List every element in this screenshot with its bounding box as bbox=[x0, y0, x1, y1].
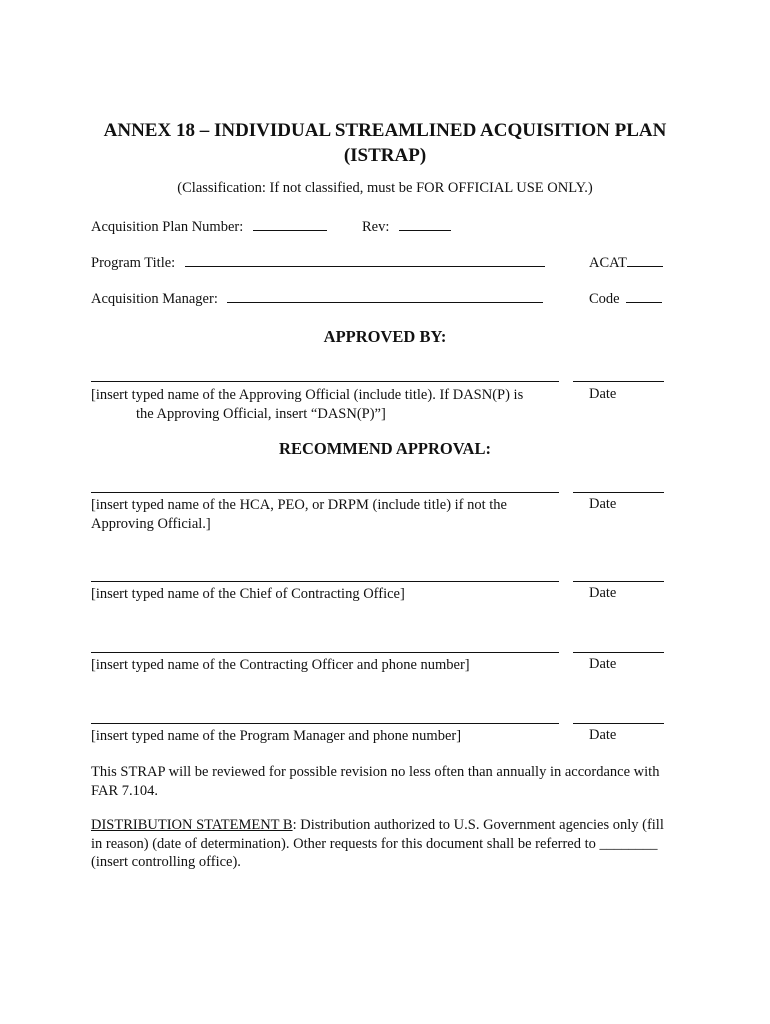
document-title: ANNEX 18 – INDIVIDUAL STREAMLINED ACQUISITION PLAN (ISTRAP) bbox=[103, 120, 667, 166]
rev-blank[interactable] bbox=[399, 216, 451, 231]
distribution-label: DISTRIBUTION STATEMENT B bbox=[91, 817, 293, 833]
program-title-label: Program Title: bbox=[91, 255, 176, 271]
hca-date-label: Date bbox=[589, 496, 617, 512]
acat-field bbox=[589, 252, 663, 272]
chief-contracting-signature-line[interactable] bbox=[91, 581, 559, 582]
rev-label: Rev: bbox=[362, 219, 390, 235]
distribution-statement bbox=[91, 816, 676, 872]
rev-field bbox=[362, 216, 451, 236]
contracting-officer-date-label: Date bbox=[589, 656, 617, 672]
program-title-blank[interactable] bbox=[185, 252, 545, 267]
contracting-officer-name-placeholder: [insert typed name of the Contracting Officer and phone number] bbox=[91, 657, 470, 673]
program-title-field bbox=[91, 252, 545, 272]
chief-contracting-date-line[interactable] bbox=[573, 581, 664, 582]
approver-signature-line[interactable] bbox=[91, 381, 559, 382]
recommend-approval-heading: RECOMMEND APPROVAL: bbox=[279, 439, 491, 458]
classification-notice: (Classification: If not classified, must be FOR OFFICIAL USE ONLY.) bbox=[177, 180, 593, 196]
approver-date-line[interactable] bbox=[573, 381, 664, 382]
chief-contracting-date-label: Date bbox=[589, 585, 617, 601]
code-label: Code bbox=[589, 291, 620, 307]
program-manager-name-placeholder: [insert typed name of the Program Manager and phone number] bbox=[91, 728, 462, 744]
review-statement: This STRAP will be reviewed for possible revision no less often than annually in accordance with FAR 7.104. bbox=[91, 764, 660, 799]
hca-date-line[interactable] bbox=[573, 492, 664, 493]
approver-date-label: Date bbox=[589, 386, 617, 402]
hca-signature-line[interactable] bbox=[91, 492, 559, 493]
acat-label: ACAT bbox=[589, 255, 627, 271]
distribution-text: : Distribution authorized to U.S. Government agencies only (fill in reason) (date of determination). Other requests for this document shall be referred to ________ (insert controlling office). bbox=[91, 817, 664, 870]
approver-name-placeholder bbox=[91, 386, 561, 423]
plan-number-field bbox=[91, 216, 327, 236]
chief-contracting-name-placeholder: [insert typed name of the Chief of Contracting Office] bbox=[91, 586, 405, 602]
approver-text-line2: the Approving Official, insert “DASN(P)”] bbox=[136, 405, 386, 422]
acat-blank[interactable] bbox=[627, 252, 663, 267]
contracting-officer-date-line[interactable] bbox=[573, 652, 664, 653]
code-blank[interactable] bbox=[626, 288, 662, 303]
hca-name-placeholder: [insert typed name of the HCA, PEO, or DRPM (include title) if not the Approving Official.] bbox=[91, 497, 507, 532]
acq-manager-label: Acquisition Manager: bbox=[91, 291, 218, 307]
plan-number-label: Acquisition Plan Number: bbox=[91, 219, 244, 235]
plan-number-blank[interactable] bbox=[253, 216, 327, 231]
program-manager-signature-line[interactable] bbox=[91, 723, 559, 724]
approved-by-heading: APPROVED BY: bbox=[323, 327, 447, 346]
code-field bbox=[589, 288, 662, 308]
program-manager-date-label: Date bbox=[589, 727, 617, 743]
acq-manager-field bbox=[91, 288, 543, 308]
program-manager-date-line[interactable] bbox=[573, 723, 664, 724]
contracting-officer-signature-line[interactable] bbox=[91, 652, 559, 653]
approver-text-line1: [insert typed name of the Approving Official (include title). If DASN(P) is bbox=[91, 387, 524, 403]
acq-manager-blank[interactable] bbox=[227, 288, 543, 303]
